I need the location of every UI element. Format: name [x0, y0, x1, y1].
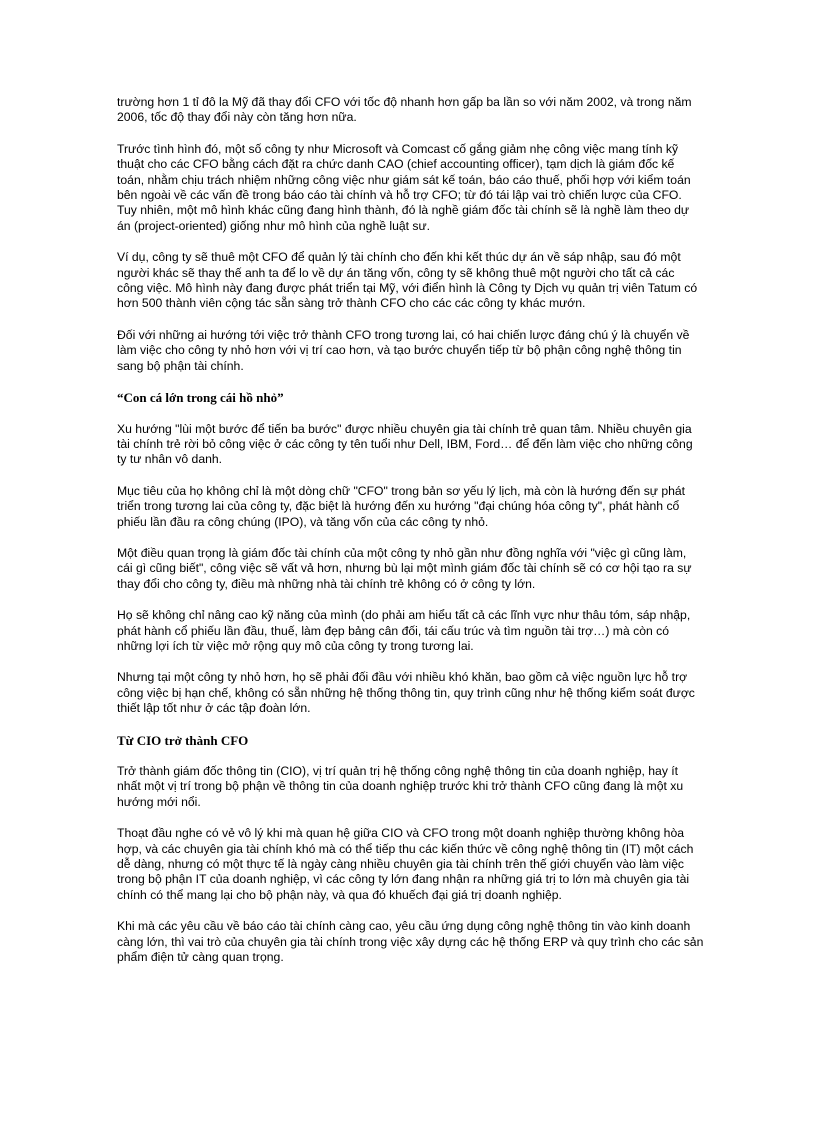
paragraph: Xu hướng "lùi một bước để tiến ba bước" được nhiều chuyên gia tài chính trẻ quan tâm. Nhiều chuyên gia tài chính trẻ rời bỏ công việc ở các công ty tên tuổi như Dell, IBM, Ford… để đến làm việc cho những công ty tư nhân vô danh. — [117, 421, 693, 467]
document-body — [117, 95, 704, 981]
paragraph: Thoạt đầu nghe có vẻ vô lý khi mà quan hệ giữa CIO và CFO trong một doanh nghiệp thường không hòa hợp, và các chuyên gia tài chính khó mà có thể tiếp thu các kiến thức về công nghệ thông tin (IT) một cách dễ dàng, nhưng có một thực tế là ngày càng nhiều chuyên gia tài chính trên thế giới chuyển vào làm việc trong bộ phận IT của doanh nghiệp, vì các công ty lớn đang nhận ra những giá trị to lớn mà chuyên gia tài chính có thể mang lại cho bộ phận này, và qua đó khuếch đại giá trị doanh nghiệp. — [117, 826, 694, 902]
paragraph: Một điều quan trọng là giám đốc tài chính của một công ty nhỏ gần như đồng nghĩa với "việc gì cũng làm, cái gì cũng biết", công việc sẽ vất vả hơn, nhưng bù lại một mình giám đốc tài chính sẽ có cơ hội tạo ra sự thay đổi cho công ty, điều mà những nhà tài chính trẻ không có ở công ty lớn. — [117, 545, 692, 591]
paragraph: trường hơn 1 tỉ đô la Mỹ đã thay đổi CFO với tốc độ nhanh hơn gấp ba lần so với năm 2002, và trong năm 2006, tốc độ thay đổi này còn tăng hơn nữa. — [117, 95, 692, 125]
paragraph: Khi mà các yêu cầu về báo cáo tài chính càng cao, yêu cầu ứng dụng công nghệ thông tin vào kinh doanh càng lớn, thì vai trò của chuyên gia tài chính trong việc xây dựng các hệ thống ERP và quy trình cho các sản phẩm điện tử càng quan trọng. — [117, 919, 704, 965]
paragraph: Trở thành giám đốc thông tin (CIO), vị trí quản trị hệ thống công nghệ thông tin của doanh nghiệp, hay ít nhất một vị trí trong bộ phận về thông tin của doanh nghiệp trước khi trở thành CFO cũng đang là một xu hướng mới nổi. — [117, 764, 684, 809]
paragraph: Trước tình hình đó, một số công ty như Microsoft và Comcast cố gắng giảm nhẹ công việc mang tính kỹ thuật cho các CFO bằng cách đặt ra chức danh CAO (chief accounting officer), tạm dịch là giám đốc kế toán, nhằm chịu trách nhiệm những công việc như giám sát kế toán, báo cáo thuế, phối hợp với kiểm toán bên ngoài về các vấn đề trong báo cáo tài chính và hỗ trợ CFO; từ đó tái lập vai trò chiến lược của CFO. Tuy nhiên, một mô hình khác cũng đang hình thành, đó là nghề giám đốc tài chính sẽ là nghề làm theo dự án (project-oriented) giống như mô hình của nghề luật sư. — [117, 141, 691, 233]
paragraph: Nhưng tại một công ty nhỏ hơn, họ sẽ phải đối đầu với nhiều khó khăn, bao gồm cả việc nguồn lực hỗ trợ công việc bị hạn chế, không có sẵn những hệ thống thông tin, quy trình cũng như hệ thống kiểm soát được thiết lập tốt như ở các tập đoàn lớn. — [117, 670, 695, 716]
paragraph: Mục tiêu của họ không chỉ là một dòng chữ "CFO" trong bản sơ yếu lý lịch, mà còn là hướng đến sự phát triển trong tương lai của công ty, đặc biệt là hướng đến xu hướng "đại chúng hóa công ty", phát hành cổ phiếu lần đầu ra công chúng (IPO), và tăng vốn của các công ty nhỏ. — [117, 483, 686, 529]
paragraph: Họ sẽ không chỉ nâng cao kỹ năng của mình (do phải am hiểu tất cả các lĩnh vực như thâu tóm, sáp nhập, phát hành cổ phiếu lần đầu, thuế, làm đẹp bảng cân đối, tái cấu trúc và tìm nguồn tài trợ…) mà còn có những lợi ích từ việc mở rộng quy mô của công ty trong tương lai. — [117, 608, 691, 653]
section-heading: “Con cá lớn trong cái hồ nhỏ” — [117, 390, 284, 406]
section-heading: Từ CIO trở thành CFO — [117, 732, 249, 748]
paragraph: Ví dụ, công ty sẽ thuê một CFO để quản lý tài chính cho đến khi kết thúc dự án về sáp nhập, sau đó một người khác sẽ thay thế anh ta để lo về dự án tăng vốn, công ty sẽ không thuê một người cho tất cả các công việc. Mô hình này đang được phát triển tại Mỹ, với điển hình là Công ty Dịch vụ quản trị viên Tatum có hơn 500 thành viên cộng tác sẵn sàng trở thành CFO cho các các công ty khác mướn. — [117, 250, 698, 311]
paragraph: Đối với những ai hướng tới việc trở thành CFO trong tương lai, có hai chiến lược đáng chú ý là chuyển về làm việc cho công ty nhỏ hơn với vị trí cao hơn, và tạo bước chuyển tiếp từ bộ phận công nghệ thông tin sang bộ phận tài chính. — [117, 327, 690, 373]
